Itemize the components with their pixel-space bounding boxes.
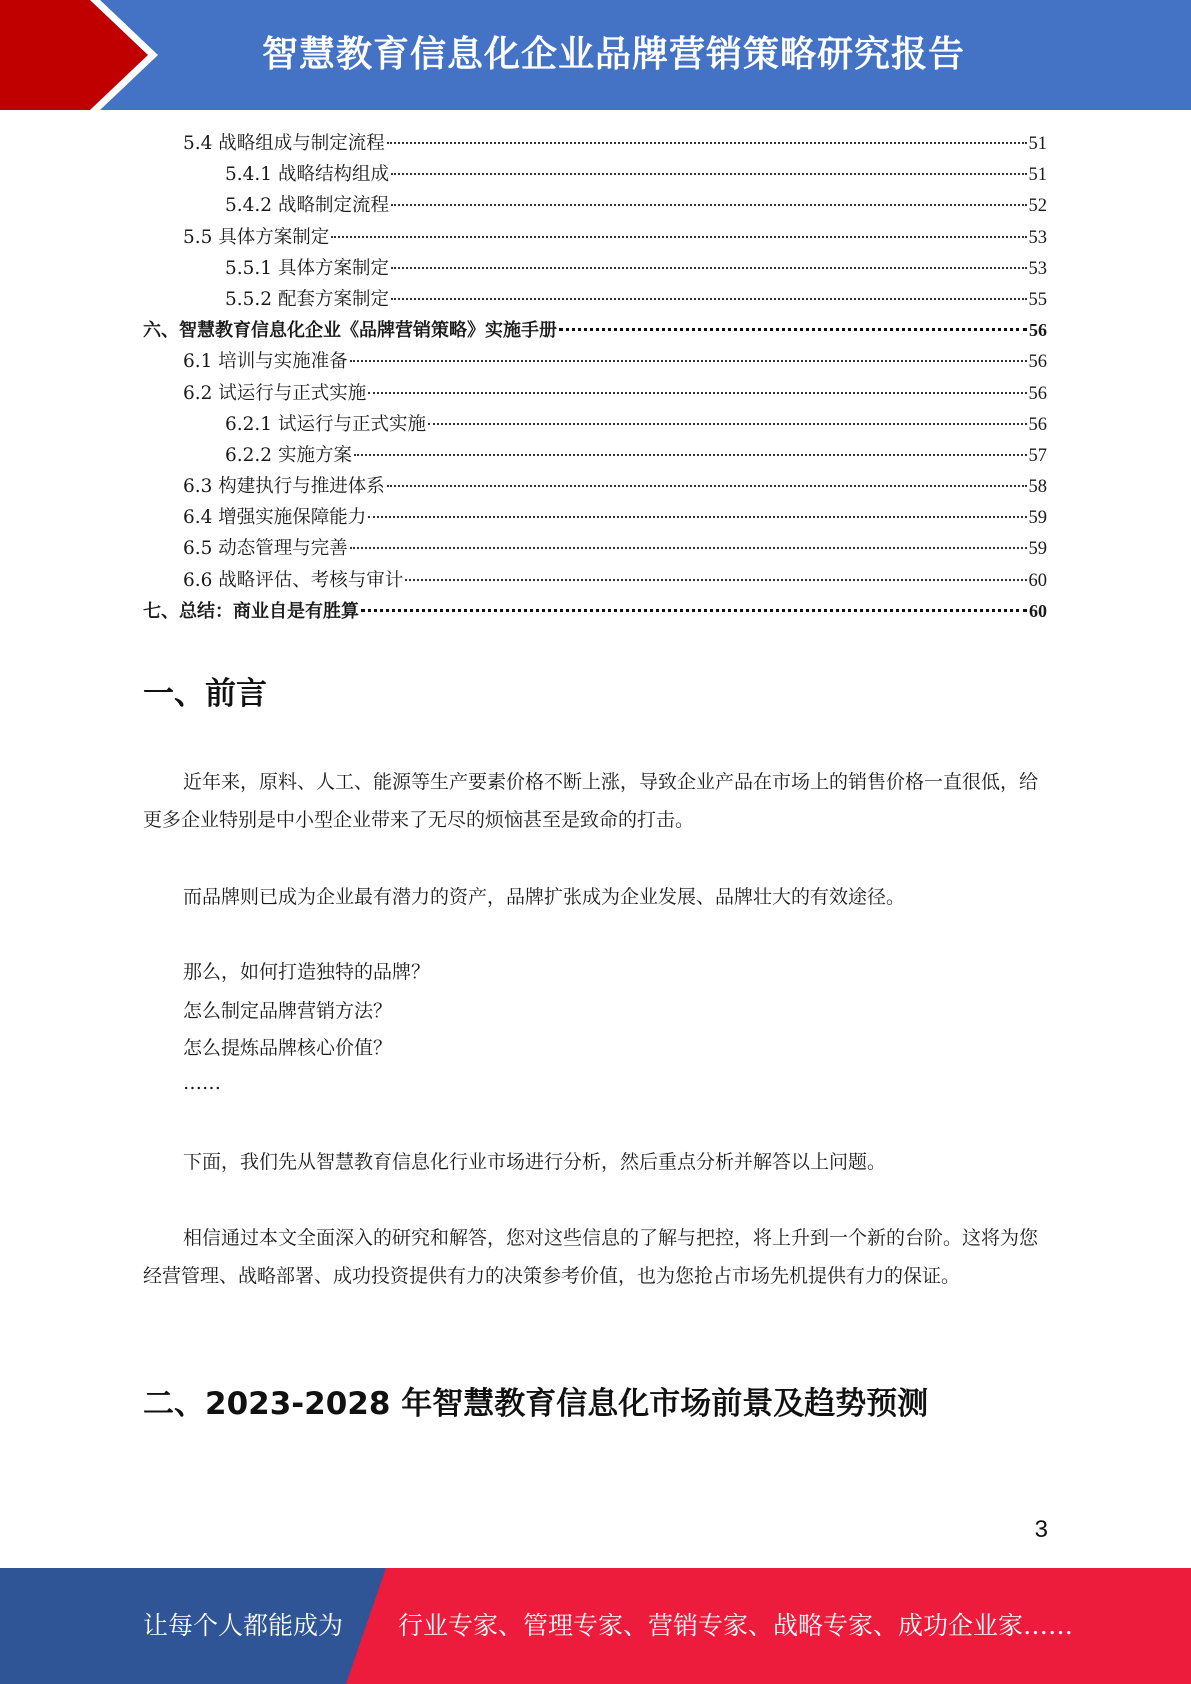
toc-dot-leader [368, 392, 1026, 394]
toc-entry[interactable] [143, 159, 1047, 190]
paragraph-2: 而品牌则已成为企业最有潜力的资产，品牌扩张成为企业发展、品牌壮大的有效途径。 [183, 886, 906, 908]
toc-entry-page: 60 [1028, 570, 1047, 591]
toc-entry[interactable] [143, 190, 1047, 221]
toc-entry-title: 6.2.2 实施方案 [225, 444, 352, 466]
toc-dot-leader [387, 485, 1027, 487]
toc-entry[interactable] [143, 471, 1047, 502]
toc-entry-page: 57 [1028, 445, 1047, 466]
toc-entry-title: 5.4.2 战略制定流程 [225, 195, 389, 217]
toc-entry[interactable] [143, 409, 1047, 440]
toc-entry[interactable] [143, 315, 1047, 346]
toc-entry-page: 53 [1028, 227, 1047, 248]
toc-entry-page: 58 [1028, 477, 1047, 498]
toc-entry-page: 53 [1028, 258, 1047, 279]
toc-entry-page: 56 [1029, 320, 1047, 341]
toc-entry[interactable] [143, 378, 1047, 409]
table-of-contents [143, 128, 1047, 627]
question-1: 那么，如何打造独特的品牌？ [183, 961, 431, 983]
toc-entry-page: 51 [1028, 134, 1047, 154]
toc-entry-page: 59 [1028, 539, 1047, 560]
toc-dot-leader [428, 423, 1027, 425]
toc-entry[interactable] [143, 596, 1047, 627]
toc-dot-leader [350, 547, 1027, 549]
toc-entry-page: 51 [1028, 165, 1047, 186]
toc-entry-title: 6.1 培训与实施准备 [183, 351, 348, 373]
toc-entry[interactable] [143, 346, 1047, 377]
section-heading-preface: 一、前言 [143, 676, 267, 712]
ellipsis: …… [183, 1072, 221, 1094]
toc-dot-leader [391, 204, 1027, 206]
paragraph-3: 下面，我们先从智慧教育信息化行业市场进行分析，然后重点分析并解答以上问题。 [183, 1151, 887, 1173]
toc-entry[interactable] [143, 533, 1047, 564]
toc-dot-leader [405, 579, 1026, 581]
toc-entry-title: 七、总结：商业自是有胜算 [143, 600, 359, 622]
toc-entry-title: 6.5 动态管理与完善 [183, 538, 348, 560]
toc-entry[interactable] [143, 502, 1047, 533]
toc-entry-title: 5.4 战略组成与制定流程 [183, 133, 385, 154]
toc-entry-title: 6.4 增强实施保障能力 [183, 507, 367, 529]
toc-dot-leader [350, 360, 1027, 362]
toc-entry[interactable] [143, 284, 1047, 315]
toc-entry-title: 5.5.1 具体方案制定 [225, 257, 389, 279]
toc-entry-title: 六、智慧教育信息化企业《品牌营销策略》实施手册 [143, 320, 557, 342]
paragraph-1: 近年来，原料、人工、能源等生产要素价格不断上涨，导致企业产品在市场上的销售价格一直很低，给更多企业特别是中小型企业带来了无尽的烦恼甚至是致命的打击。 [143, 771, 1039, 831]
toc-entry-title: 6.6 战略评估、考核与审计 [183, 569, 404, 591]
toc-dot-leader [391, 173, 1027, 175]
toc-entry[interactable] [143, 565, 1047, 596]
toc-entry-page: 56 [1028, 414, 1047, 435]
toc-entry[interactable] [143, 222, 1047, 253]
question-3: 怎么提炼品牌核心价值？ [183, 1037, 393, 1059]
page-header [0, 0, 1191, 110]
toc-entry-title: 6.2 试运行与正式实施 [183, 382, 367, 404]
toc-dot-leader [391, 298, 1027, 300]
toc-entry-page: 56 [1028, 352, 1047, 373]
toc-entry-page: 52 [1028, 196, 1047, 217]
toc-dot-leader [354, 454, 1027, 456]
footer-slogan-right: 行业专家、管理专家、营销专家、战略专家、成功企业家…… [398, 1611, 1074, 1640]
toc-entry-page: 56 [1028, 383, 1047, 404]
toc-dot-leader [387, 142, 1027, 144]
toc-entry[interactable] [143, 440, 1047, 471]
footer-slogan-left: 让每个人都能成为 [143, 1611, 344, 1640]
toc-dot-leader [361, 609, 1027, 612]
toc-dot-leader [331, 236, 1026, 238]
toc-entry-title: 6.2.1 试运行与正式实施 [225, 413, 426, 435]
question-2: 怎么制定品牌营销方法？ [183, 1000, 393, 1022]
header-title: 智慧教育信息化企业品牌营销策略研究报告 [262, 34, 966, 75]
toc-entry-title: 5.4.1 战略结构组成 [225, 164, 389, 186]
toc-entry-page: 55 [1028, 289, 1047, 310]
page-number: 3 [1034, 1516, 1048, 1543]
toc-dot-leader [391, 267, 1027, 269]
section-heading-market-outlook: 二、2023-2028 年智慧教育信息化市场前景及趋势预测 [143, 1386, 929, 1422]
toc-entry-title: 6.3 构建执行与推进体系 [183, 476, 385, 498]
toc-dot-leader [368, 516, 1026, 518]
toc-entry[interactable] [143, 128, 1047, 159]
paragraph-4: 相信通过本文全面深入的研究和解答，您对这些信息的了解与把控，将上升到一个新的台阶。这将为您经营管理、战略部署、成功投资提供有力的决策参考价值，也为您抢占市场先机提供有力的保证。 [143, 1227, 1039, 1287]
page-footer [0, 1568, 1191, 1684]
toc-entry-page: 60 [1029, 600, 1047, 621]
toc-dot-leader [559, 328, 1027, 331]
toc-entry-title: 5.5 具体方案制定 [183, 226, 330, 248]
toc-entry-title: 5.5.2 配套方案制定 [225, 288, 389, 310]
toc-entry-page: 59 [1028, 508, 1047, 529]
toc-entry[interactable] [143, 253, 1047, 284]
